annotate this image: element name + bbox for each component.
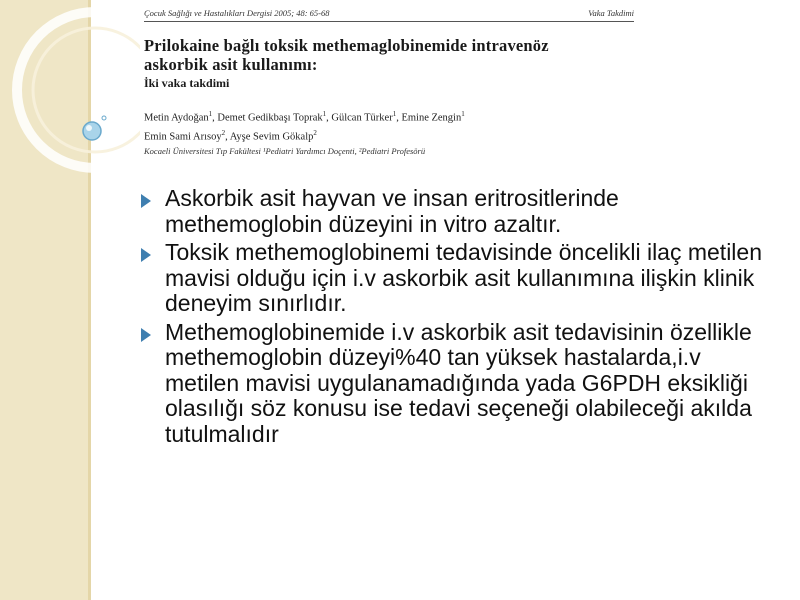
author-sup: 1 (392, 110, 397, 118)
title-line-2: askorbik asit kullanımı: (144, 55, 318, 74)
author-name: Emine Zengin (401, 112, 462, 124)
author-name: Emin Sami Arısoy (144, 131, 222, 142)
bullet-triangle-icon (141, 248, 151, 262)
author-name: Demet Gedikbaşı Toprak (217, 112, 323, 124)
author-sup: 1 (208, 110, 213, 118)
author-name: Metin Aydoğan (144, 112, 209, 124)
author-sup: 2 (313, 128, 317, 137)
author-name: Ayşe Sevim Gökalp (229, 131, 314, 142)
section-label: Vaka Takdimi (588, 8, 634, 18)
decorative-circles (0, 0, 140, 200)
bullet-triangle-icon (141, 194, 151, 208)
journal-citation: Çocuk Sağlığı ve Hastalıkları Dergisi 2005; 48: 65-68 (144, 8, 330, 18)
article-header (144, 8, 634, 156)
bullet-item (138, 186, 778, 237)
bullet-text: Methemoglobinemide i.v askorbik asit tedavisinin özellikle methemoglobin düzeyi%40 tan yüksek hastalarda,i.v metilen mavisi uygulanamadığında yada G6PDH eksikliği olasılığı söz konusu ise tedavi seçeneği olabileceği akılda tutulmalıdır (165, 318, 752, 447)
author-name: Gülcan Türker (331, 112, 393, 124)
journal-line (144, 8, 634, 22)
author-sup: 1 (322, 110, 327, 118)
title-line-1: Prilokaine bağlı toksik methemaglobinemide intravenöz (144, 36, 549, 55)
bullet-list (138, 186, 778, 450)
author-list: Metin Aydoğan$^1$, Demet Gedikbaşı Toprak$^1$, Gülcan Türker$^1$, Emine Zengin$^1$ Emin Sami Arısoy$^2$, Ayşe Sevim Gökalp$^2$ (144, 110, 465, 142)
bullet-triangle-icon (141, 328, 151, 342)
bullet-item (138, 240, 778, 317)
article-subtitle: İki vaka takdimi (144, 76, 230, 90)
bullet-text: Toksik methemoglobinemi tedavisinde öncelikli ilaç metilen mavisi olduğu için i.v askorbik asit kullanımına ilişkin klinik deneyim sınırlıdır. (165, 239, 763, 316)
affiliation: Kocaeli Üniversitesi Tıp Fakültesi ¹Pediatri Yardımcı Doçenti, ²Pediatri Profesörü (144, 146, 426, 156)
blue-orb-icon (83, 122, 101, 140)
author-sup: 1 (461, 110, 465, 118)
bullet-item (138, 320, 778, 448)
article-title (144, 36, 634, 74)
author-sup: 2 (221, 128, 226, 137)
bullet-text: Askorbik asit hayvan ve insan eritrositlerinde methemoglobin düzeyini in vitro azaltır. (165, 185, 619, 237)
